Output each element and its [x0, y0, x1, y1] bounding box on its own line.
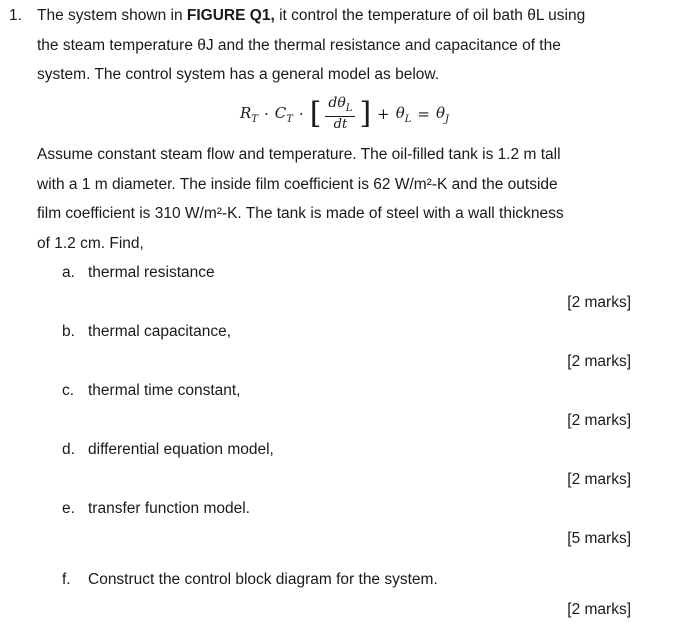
part-text: transfer function model.	[88, 500, 250, 517]
eq-plus: +	[377, 105, 390, 123]
part-text: thermal time constant,	[88, 382, 241, 399]
question-body-line-3: film coefficient is 310 W/m²-K. The tank is made of steel with a wall thickness	[37, 205, 564, 222]
part-item	[62, 441, 274, 459]
question-body-line-1: Assume constant steam flow and temperature. The oil-filled tank is 1.2 m tall	[37, 146, 561, 163]
part-text: thermal resistance	[88, 264, 215, 281]
question-body-line-2: with a 1 m diameter. The inside film coefficient is 62 W/m²-K and the outside	[37, 176, 558, 193]
part-marks: [2 marks]	[567, 412, 631, 429]
part-label: d.	[62, 441, 75, 458]
part-item	[62, 264, 215, 282]
eq-theta-l: $\theta_L$	[395, 103, 412, 125]
eq-derivative: $\frac{d\theta_L}{dt}$	[325, 95, 355, 134]
part-label: a.	[62, 264, 75, 281]
part-marks: [2 marks]	[567, 601, 631, 618]
intro-text-pre: The system shown in	[37, 7, 187, 24]
part-marks: [2 marks]	[567, 353, 631, 370]
part-marks: [2 marks]	[567, 294, 631, 311]
part-label: c.	[62, 382, 75, 399]
part-label: f.	[62, 571, 71, 588]
eq-resistance: $R_T$	[240, 103, 258, 125]
figure-reference: FIGURE Q1,	[186, 7, 275, 24]
eq-capacitance: $C_T$	[274, 103, 293, 125]
part-item	[62, 500, 250, 518]
eq-bracket-close: ]	[359, 96, 372, 131]
part-marks: [2 marks]	[567, 471, 631, 488]
question-number: 1.	[9, 7, 22, 24]
part-label: e.	[62, 500, 75, 517]
eq-bracket-open: [	[309, 96, 322, 131]
part-item	[62, 382, 240, 400]
eq-equals: =	[417, 105, 430, 123]
part-text: Construct the control block diagram for the system.	[88, 571, 438, 588]
part-marks: [5 marks]	[567, 530, 631, 547]
part-item	[62, 323, 231, 341]
eq-dot: ·	[298, 105, 304, 123]
part-text: differential equation model,	[88, 441, 274, 458]
part-label: b.	[62, 323, 75, 340]
eq-theta-j: $\theta_J$	[435, 103, 450, 125]
question-intro-line-2: the steam temperature θJ and the thermal resistance and capacitance of the	[37, 37, 561, 54]
question-intro-line-3: system. The control system has a general model as below.	[37, 66, 440, 83]
eq-dot: ·	[263, 105, 269, 123]
part-item	[62, 571, 438, 589]
question-intro-line-1	[37, 7, 585, 25]
model-equation	[240, 92, 449, 136]
intro-text-post: it control the temperature of oil bath θL using	[274, 7, 586, 24]
question-body-line-4: of 1.2 cm. Find,	[37, 235, 144, 252]
part-text: thermal capacitance,	[88, 323, 232, 340]
